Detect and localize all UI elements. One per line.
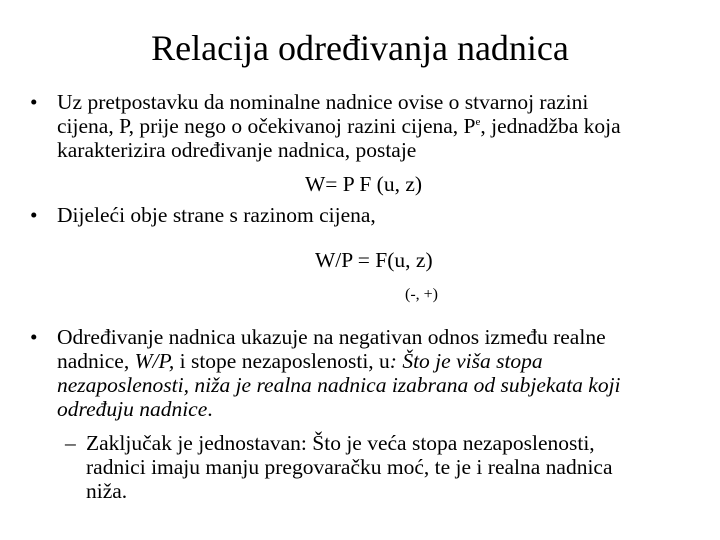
formula-real-wage: W/P = F(u, z)	[315, 248, 433, 272]
sub-line2: radnici imaju manju pregovaračku moć, te je i realna nadnica	[86, 455, 613, 479]
bullet3-line4: određuju nadnice.	[57, 397, 213, 421]
bullet1-line2: cijena, P, prije nego o očekivanoj razini cijena, $P^e$, jednadžba koja	[57, 114, 621, 138]
bullet-marker: •	[30, 325, 38, 349]
bullet3-line1: Određivanje nadnica ukazuje na negativan odnos između realne	[57, 325, 606, 349]
bullet3-line2: nadnice, W/P, i stope nezaposlenosti, u: Što je viša stopa	[57, 349, 543, 373]
bullet-marker: •	[30, 90, 38, 114]
expected-superscript: e	[475, 115, 481, 128]
sub-line3: niža.	[86, 479, 128, 503]
bullet-marker: •	[30, 203, 38, 227]
formula-signs: (-, +)	[405, 286, 439, 303]
bullet1-line1: Uz pretpostavku da nominalne nadnice ovise o stvarnoj razini	[57, 90, 589, 114]
sub-line1: Zaključak je jednostavan: Što je veća stopa nezaposlenosti,	[86, 431, 595, 455]
slide-title: Relacija određivanja nadnica	[151, 28, 569, 68]
bullet1-line3: karakterizira određivanje nadnica, postaje	[57, 138, 417, 162]
formula-wage-setting: W= P F (u, z)	[305, 172, 423, 196]
sub-bullet-dash: –	[65, 431, 76, 455]
bullet3-line3: nezaposlenosti, niža je realna nadnica izabrana od subjekata koji	[57, 373, 621, 397]
bullet2-text: Dijeleći obje strane s razinom cijena,	[57, 203, 376, 227]
